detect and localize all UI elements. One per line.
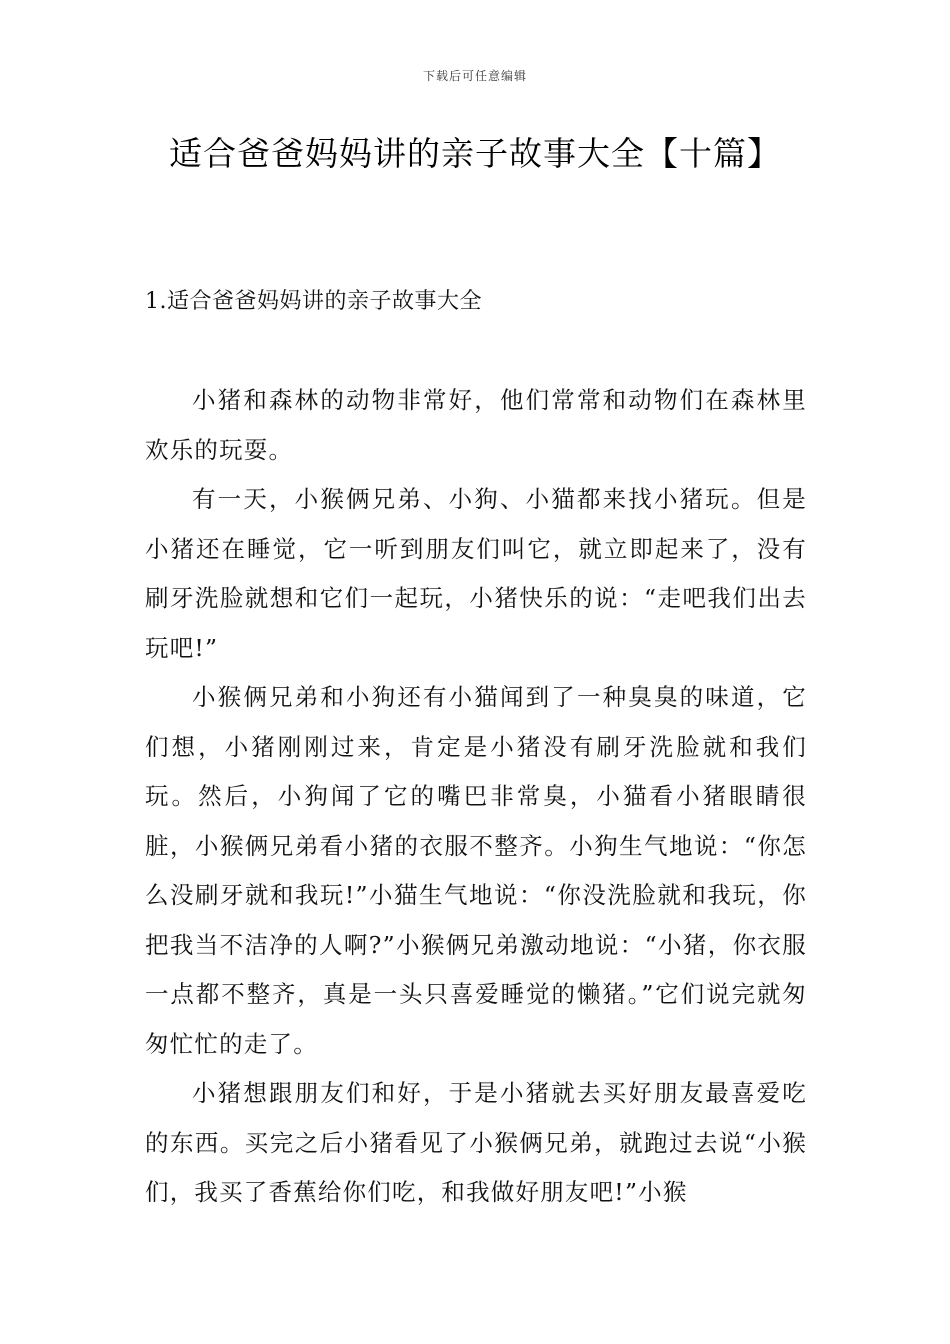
section-heading: 1.适合爸爸妈妈讲的亲子故事大全 — [145, 289, 482, 314]
document-title: 适合爸爸妈妈讲的亲子故事大全【十篇】 — [169, 134, 781, 173]
paragraph-3: 小猴俩兄弟和小狗还有小猫闻到了一种臭臭的味道，它们想，小猪刚刚过来，肯定是小猪没有刷牙洗脸就和我们玩。然后，小狗闻了它的嘴巴非常臭，小猫看小猪眼睛很脏，小猴俩兄弟看小猪的衣服不整齐。小狗生气地说：“你怎么没刷牙就和我玩!”小猫生气地说：“你没洗脸就和我玩，你把我当不洁净的人啊?”小猴俩兄弟激动地说：“小猪，你衣服一点都不整齐，真是一头只喜爱睡觉的懒猪。”它们说完就匆匆忙忙的走了。 — [145, 683, 807, 1058]
paragraph-4: 小猪想跟朋友们和好，于是小猪就去买好朋友最喜爱吃的东西。买完之后小猪看见了小猴俩兄弟，就跑过去说“小猴们，我买了香蕉给你们吃，和我做好朋友吧!”小猴 — [145, 1079, 807, 1206]
paragraph-2: 有一天，小猴俩兄弟、小狗、小猫都来找小猪玩。但是小猪还在睡觉，它一听到朋友们叫它，就立即起来了，没有刷牙洗脸就想和它们一起玩，小猪快乐的说：“走吧我们出去玩吧!” — [145, 485, 807, 662]
story-body — [145, 376, 807, 1218]
paragraph-1: 小猪和森林的动物非常好，他们常常和动物们在森林里欢乐的玩耍。 — [145, 386, 807, 464]
header-note: 下载后可任意编辑 — [422, 69, 527, 83]
